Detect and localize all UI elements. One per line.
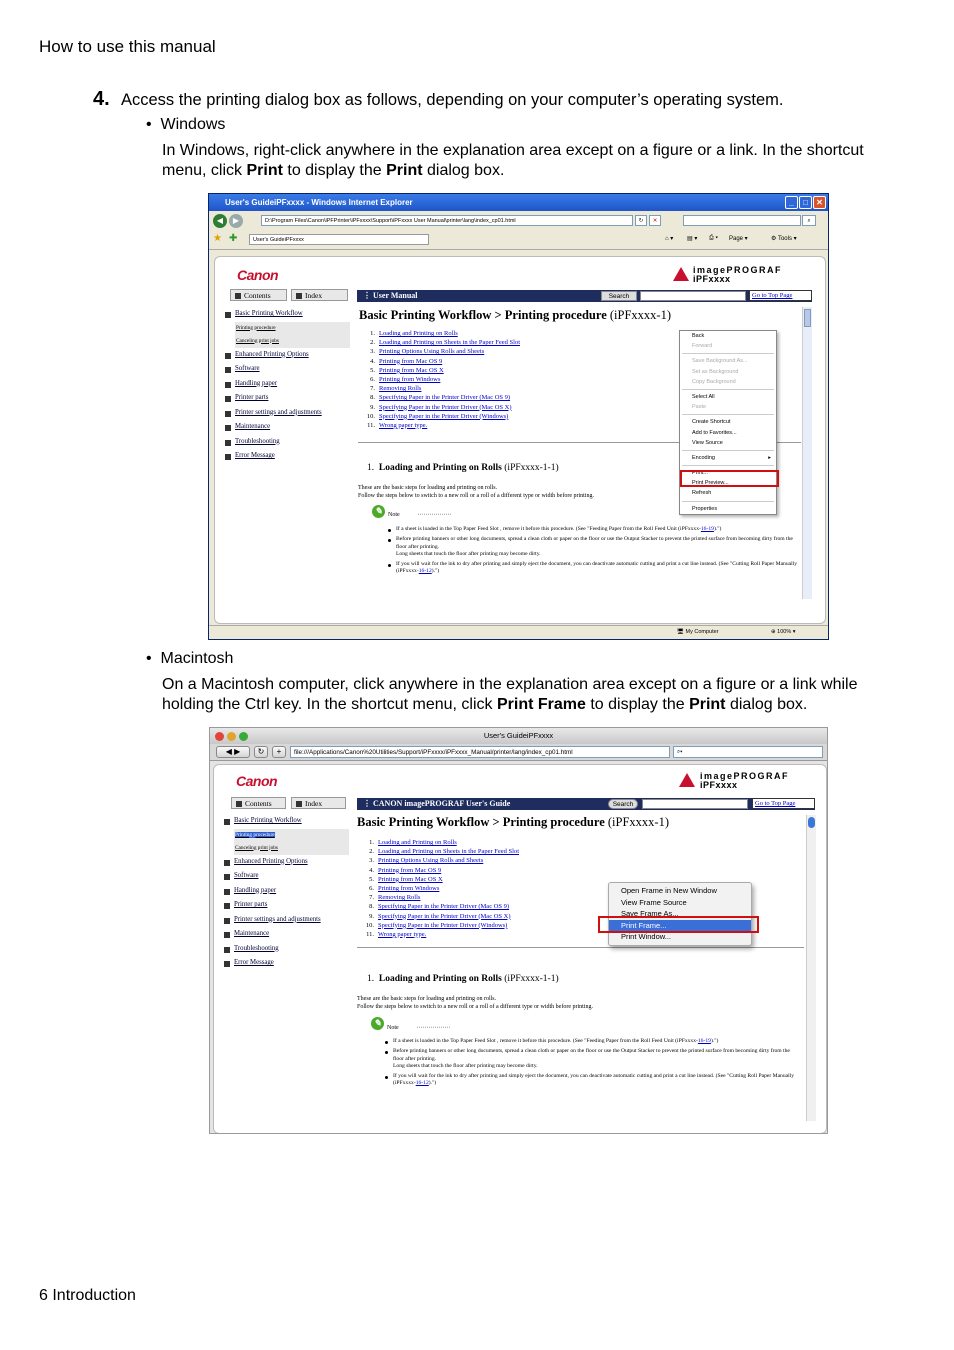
toc-number: 8. bbox=[370, 394, 375, 402]
sidebar-item-printer-parts[interactable]: Printer parts bbox=[224, 898, 349, 913]
menu-item-label: Paste bbox=[692, 404, 707, 411]
favorites-star-icon[interactable]: ★ bbox=[213, 233, 222, 244]
menu-separator bbox=[682, 450, 774, 451]
menu-item-label: Refresh bbox=[692, 490, 712, 497]
page-menu[interactable]: Page ▾ bbox=[729, 236, 748, 242]
manual-navbar: ⋮ CANON imagePROGRAF User's Guide bbox=[357, 798, 815, 810]
sidebar-item-handling-paper[interactable]: Handling paper bbox=[225, 377, 350, 392]
minimize-button[interactable]: _ bbox=[785, 196, 798, 209]
home-icon[interactable]: ⌂ ▾ bbox=[665, 236, 674, 242]
sidebar-item-troubleshooting[interactable]: Troubleshooting bbox=[224, 942, 349, 957]
context-menu-item[interactable]: Save Frame As... bbox=[621, 909, 679, 919]
tab-contents[interactable]: Contents bbox=[231, 797, 286, 809]
sidebar-item-basic-printing-workflow[interactable]: Basic Printing Workflow bbox=[224, 814, 349, 829]
windows-text-2: to display the bbox=[282, 162, 387, 179]
toc-link[interactable]: Printing from Windows bbox=[379, 375, 441, 383]
sidebar-item-error-message[interactable]: Error Message bbox=[224, 956, 349, 971]
menu-separator bbox=[682, 501, 774, 502]
toc-item bbox=[361, 403, 520, 412]
sidebar-item-maintenance[interactable]: Maintenance bbox=[224, 927, 349, 942]
brand-line-1: imagePROGRAF bbox=[700, 771, 790, 781]
forward-icon[interactable]: ▶ bbox=[229, 214, 243, 228]
note-label: Note ················· bbox=[388, 512, 452, 518]
toc-number: 5. bbox=[369, 875, 374, 883]
print-icon[interactable]: ⎙ ▾ bbox=[709, 235, 718, 241]
context-menu-item[interactable]: View Frame Source bbox=[621, 897, 687, 907]
imageprograf-logo-icon bbox=[673, 267, 689, 281]
sidebar bbox=[225, 307, 350, 464]
ie-tab-row bbox=[209, 231, 828, 250]
toc-number: 4. bbox=[369, 866, 374, 874]
section-number: 1. bbox=[367, 463, 375, 473]
context-menu-item[interactable] bbox=[680, 504, 776, 514]
tab-index[interactable]: Index bbox=[291, 797, 346, 809]
go-to-top-link[interactable]: Go to Top Page bbox=[752, 798, 815, 809]
manual-frame bbox=[213, 764, 827, 1134]
menu-item-label: Set as Background bbox=[692, 368, 739, 375]
toc-item bbox=[360, 866, 519, 875]
mac-heading: Macintosh bbox=[160, 650, 234, 667]
note-pencil-icon: ✎ bbox=[372, 505, 385, 518]
menu-item-label: Encoding bbox=[692, 454, 715, 461]
toc-item bbox=[361, 412, 520, 421]
menu-item-label: Print... bbox=[692, 470, 708, 477]
section-title: Loading and Printing on Rolls bbox=[378, 974, 502, 984]
page-footer: 6 Introduction bbox=[39, 1287, 136, 1304]
toc-link[interactable]: Printing from Mac OS 9 bbox=[379, 357, 443, 365]
brand-line-2: iPFxxxx bbox=[693, 274, 731, 284]
windows-heading: Windows bbox=[160, 116, 226, 133]
menu-separator bbox=[682, 389, 774, 390]
search-icon[interactable]: ⌕ bbox=[802, 215, 816, 226]
toc-link[interactable]: Printing from Mac OS X bbox=[379, 366, 444, 374]
imageprograf-logo-icon bbox=[679, 773, 695, 787]
toc-item bbox=[360, 856, 519, 865]
toc-number: 4. bbox=[370, 357, 375, 365]
mac-bullet: • Macintosh bbox=[146, 650, 234, 667]
toc-number: 7. bbox=[370, 385, 375, 393]
menu-separator bbox=[682, 414, 774, 415]
toc-number: 3. bbox=[369, 857, 374, 865]
note-item: If you will wait for the ink to dry after printing and simply eject the document, you can deactivate automatic cutting and print a cut line instead. (See "Cutting Roll Paper Manually (iPFxxxx-16-12).") bbox=[384, 1073, 796, 1088]
note-item: If you will wait for the ink to dry after printing and simply eject the document, you can deactivate automatic cutting and print a cut line instead. (See "Cutting Roll Paper Manually (iPFxxxx-16-12).") bbox=[387, 561, 799, 576]
intro-line-1: These are the basic steps for loading and printing on rolls. bbox=[357, 996, 497, 1002]
toc-number: 10. bbox=[366, 412, 375, 420]
search-input[interactable]: ⌕▾ bbox=[673, 746, 823, 758]
section-heading bbox=[367, 463, 559, 473]
sidebar-sub-canceling-print-jobs[interactable]: Canceling print jobs bbox=[234, 842, 349, 855]
toc-item bbox=[361, 393, 520, 402]
close-button[interactable] bbox=[215, 732, 224, 741]
stop-icon[interactable]: ✕ bbox=[649, 215, 661, 226]
mac-screenshot bbox=[209, 727, 828, 1134]
toc-item bbox=[360, 902, 519, 911]
manual-search-input[interactable] bbox=[640, 291, 746, 301]
toc-link[interactable]: Printing Options Using Rolls and Sheets bbox=[379, 348, 485, 356]
brand-line-1: imagePROGRAF bbox=[693, 265, 783, 275]
toc-link[interactable]: Specifying Paper in the Printer Driver (Mac OS 9) bbox=[379, 394, 511, 402]
menu-item-label: Select All bbox=[692, 393, 715, 400]
note-item: Before printing banners or other long documents, spread a clean cloth or paper on the floor or use the Output Stacker to prevent the printed surface from becoming dirty from the floor after printing. Long sheets that touch the floor after printing may become dirty. bbox=[387, 536, 799, 558]
context-menu-item bbox=[680, 356, 776, 366]
page-heading bbox=[359, 308, 671, 323]
back-forward-icon[interactable]: ◀ ▶ bbox=[216, 746, 250, 758]
toc-number: 10. bbox=[365, 921, 374, 929]
toc-number: 11. bbox=[367, 421, 375, 429]
note-item: If a sheet is loaded in the Top Paper Feed Slot , remove it before this procedure. (See "Feeding Paper from the Roll Feed Unit (iPFxxxx-16-19).") bbox=[387, 526, 799, 533]
scrollbar-thumb[interactable] bbox=[804, 309, 811, 327]
context-menu-item[interactable] bbox=[680, 428, 776, 438]
toc-item bbox=[361, 375, 520, 384]
windows-bold-1: Print bbox=[246, 162, 283, 179]
context-menu-item[interactable] bbox=[680, 331, 776, 341]
sidebar-sub-printing-procedure[interactable]: Printing procedure bbox=[235, 322, 350, 335]
context-menu-item[interactable]: Open Frame in New Window bbox=[621, 886, 717, 895]
windows-bold-2: Print bbox=[386, 162, 423, 179]
highlight-box bbox=[598, 916, 759, 933]
minimize-button[interactable] bbox=[227, 732, 236, 741]
toc-number: 1. bbox=[369, 839, 374, 846]
mac-title: User's GuideiPFxxxx bbox=[483, 731, 554, 740]
toc-number: 2. bbox=[369, 848, 374, 856]
windows-instructions bbox=[162, 141, 877, 181]
canon-logo: Canon bbox=[237, 267, 279, 283]
heading-model: (iPFxxxx-1) bbox=[609, 308, 672, 322]
section-model: (iPFxxxx-1-1) bbox=[504, 974, 559, 984]
intro-line-1: These are the basic steps for loading and printing on rolls. bbox=[358, 485, 498, 491]
toc-number: 9. bbox=[369, 912, 374, 920]
section-heading bbox=[367, 974, 559, 984]
back-icon[interactable]: ◀ bbox=[213, 214, 227, 228]
sidebar-item-maintenance[interactable]: Maintenance bbox=[225, 420, 350, 435]
note-link[interactable]: 16-19 bbox=[700, 526, 714, 532]
toc-item bbox=[361, 421, 520, 430]
heading-model: (iPFxxxx-1) bbox=[607, 815, 670, 829]
refresh-icon[interactable]: ↻ bbox=[635, 215, 647, 226]
windows-text-1: In Windows, right-click anywhere in the explanation area except on a figure or a link. In the shortcut menu, click bbox=[162, 142, 864, 179]
intro-line-2: Follow the steps below to switch to a new roll or a roll of a different type or width before printing. bbox=[358, 492, 595, 499]
section-model: (iPFxxxx-1-1) bbox=[504, 463, 559, 473]
step-text: Access the printing dialog box as follows, depending on your computer’s operating system. bbox=[121, 91, 784, 109]
context-menu bbox=[679, 330, 777, 515]
notes-list bbox=[384, 1038, 796, 1091]
tools-menu-label: Tools bbox=[777, 236, 792, 242]
zoom-level[interactable]: ⊕ 100% ▾ bbox=[771, 629, 796, 635]
intro-text bbox=[357, 996, 593, 1011]
note-link[interactable]: 16-12 bbox=[415, 1080, 429, 1087]
browser-tab[interactable]: User's GuideiPFxxxx bbox=[249, 234, 429, 245]
toc-link[interactable]: Removing Rolls bbox=[378, 894, 421, 902]
toc-link[interactable]: Wrong paper type. bbox=[378, 930, 427, 938]
context-menu-item bbox=[680, 367, 776, 377]
vertical-scrollbar[interactable] bbox=[806, 815, 816, 1121]
tab-contents[interactable]: Contents bbox=[230, 289, 287, 301]
reload-icon[interactable]: ↻ bbox=[254, 746, 268, 758]
mac-text-3: dialog box. bbox=[725, 696, 808, 713]
close-button[interactable]: ✕ bbox=[813, 196, 826, 209]
windows-text-3: dialog box. bbox=[422, 162, 505, 179]
context-menu-item[interactable] bbox=[680, 453, 776, 463]
sidebar-item-printer-settings[interactable]: Printer settings and adjustments bbox=[225, 406, 350, 421]
toc-item bbox=[361, 384, 520, 393]
navbar-title: User Manual bbox=[373, 291, 418, 300]
toc-link[interactable]: Loading and Printing on Rolls bbox=[379, 330, 458, 337]
sidebar bbox=[224, 814, 349, 971]
toc-number: 3. bbox=[370, 348, 375, 356]
navbar-title: CANON imagePROGRAF User's Guide bbox=[373, 799, 511, 808]
feeds-icon[interactable]: ▤ ▾ bbox=[687, 236, 698, 242]
context-menu-item[interactable] bbox=[680, 438, 776, 448]
context-menu-item[interactable]: Print Frame... bbox=[609, 920, 751, 932]
canon-logo: Canon bbox=[236, 773, 278, 789]
context-menu-item bbox=[680, 341, 776, 351]
section-title: Loading and Printing on Rolls bbox=[378, 463, 502, 473]
toc-item bbox=[360, 838, 519, 847]
sidebar-item-printer-settings[interactable]: Printer settings and adjustments bbox=[224, 913, 349, 928]
context-menu-item bbox=[680, 377, 776, 387]
address-input[interactable]: file:///Applications/Canon%20Utilities/Support/iPFxxxx/iPFxxxx_Manual/printer/lang/index_cp01.html bbox=[290, 746, 670, 758]
address-input[interactable]: D:\Program Files\Canon\iPFPrinter\iPFxxxx\Support\iPFxxxx User Manual\printer\lang\index_cp01.html bbox=[261, 215, 633, 226]
step-number: 4. bbox=[93, 88, 110, 110]
sidebar-item-software[interactable]: Software bbox=[225, 362, 350, 377]
sidebar-item-error-message[interactable]: Error Message bbox=[225, 449, 350, 464]
toc-link[interactable]: Specifying Paper in the Printer Driver (Mac OS X) bbox=[379, 403, 512, 411]
toc-number: 5. bbox=[370, 366, 375, 374]
page-menu-label: Page bbox=[729, 236, 744, 242]
toc-list bbox=[360, 838, 519, 939]
mac-instructions bbox=[162, 675, 877, 715]
note-pencil-icon: ✎ bbox=[371, 1017, 384, 1030]
toc-link[interactable]: Printing Options Using Rolls and Sheets bbox=[378, 857, 484, 865]
sidebar-item-enhanced-printing-options[interactable]: Enhanced Printing Options bbox=[224, 855, 349, 870]
mac-bold-2: Print bbox=[689, 696, 726, 713]
menu-item-label: Create Shortcut bbox=[692, 419, 731, 426]
note-link[interactable]: 16-12 bbox=[418, 568, 432, 575]
toc-link[interactable]: Loading and Printing on Sheets in the Paper Feed Slot bbox=[378, 848, 519, 856]
toc-link[interactable]: Printing from Mac OS X bbox=[378, 875, 443, 883]
windows-screenshot bbox=[208, 193, 829, 640]
menu-separator bbox=[682, 353, 774, 354]
context-menu-item[interactable] bbox=[680, 488, 776, 498]
toc-item bbox=[361, 329, 520, 338]
toc-link[interactable]: Printing from Windows bbox=[378, 884, 440, 892]
brand-name bbox=[700, 772, 789, 790]
menu-item-label: Save Background As... bbox=[692, 358, 748, 365]
toc-number: 6. bbox=[369, 884, 374, 892]
ie-titlebar bbox=[209, 194, 828, 211]
note-item: If a sheet is loaded in the Top Paper Feed Slot , remove it before this procedure. (See "Feeding Paper from the Roll Feed Unit (iPFxxxx-16-19).") bbox=[384, 1038, 796, 1045]
context-menu-item[interactable] bbox=[680, 417, 776, 427]
note-item: Before printing banners or other long documents, spread a clean cloth or paper on the floor or use the Output Stacker to prevent the printed surface from becoming dirty from the floor after printing. Long sheets that touch the floor after printing may become dirty. bbox=[384, 1048, 796, 1070]
page-heading bbox=[357, 815, 669, 830]
toc-item bbox=[361, 366, 520, 375]
sidebar-sub-printing-procedure[interactable]: Printing procedure bbox=[234, 829, 349, 842]
vertical-scrollbar[interactable] bbox=[802, 307, 812, 599]
manual-search-button[interactable]: Search bbox=[608, 799, 638, 809]
mac-text-2: to display the bbox=[585, 696, 690, 713]
sidebar-item-software[interactable]: Software bbox=[224, 869, 349, 884]
zoom-button[interactable] bbox=[239, 732, 248, 741]
menu-separator bbox=[682, 465, 774, 466]
add-favorite-icon[interactable]: ✚ bbox=[229, 233, 238, 244]
toc-item bbox=[360, 875, 519, 884]
running-header: How to use this manual bbox=[39, 37, 216, 56]
ie-title: User's GuideiPFxxxx - Windows Internet Explorer bbox=[225, 198, 413, 207]
menu-item-label: Back bbox=[692, 333, 705, 339]
toc-item bbox=[360, 912, 519, 921]
windows-bullet: • Windows bbox=[146, 116, 226, 133]
context-menu bbox=[608, 882, 752, 946]
menu-item-label: Forward bbox=[692, 343, 713, 350]
toc-number: 11. bbox=[366, 930, 374, 938]
heading-text: Basic Printing Workflow > Printing procedure bbox=[357, 815, 605, 829]
context-menu-item[interactable] bbox=[680, 392, 776, 402]
section-number: 1. bbox=[367, 974, 375, 984]
toc-item bbox=[361, 357, 520, 366]
menu-item-label: Add to Favorites... bbox=[692, 429, 737, 436]
mac-bold-1: Print Frame bbox=[496, 696, 586, 713]
toc-link[interactable]: Wrong paper type. bbox=[379, 421, 428, 429]
toc-link[interactable]: Specifying Paper in the Printer Driver (Mac OS X) bbox=[378, 912, 511, 920]
toc-link[interactable]: Printing from Mac OS 9 bbox=[378, 866, 442, 874]
mac-toolbar bbox=[210, 744, 827, 761]
note-link[interactable]: 16-19 bbox=[697, 1038, 711, 1044]
toc-item bbox=[360, 884, 519, 893]
manual-search-input[interactable] bbox=[642, 799, 748, 809]
sidebar-item-troubleshooting[interactable]: Troubleshooting bbox=[225, 435, 350, 450]
toc-item bbox=[360, 930, 519, 939]
divider bbox=[357, 947, 804, 948]
manual-search-button[interactable]: Search bbox=[601, 291, 637, 301]
sidebar-item-handling-paper[interactable]: Handling paper bbox=[224, 884, 349, 899]
toc-link[interactable]: Specifying Paper in the Printer Driver (Windows) bbox=[378, 921, 508, 929]
toc-item bbox=[361, 338, 520, 347]
brand-name bbox=[693, 266, 782, 284]
toc-number: 7. bbox=[369, 894, 374, 902]
add-bookmark-icon[interactable]: + bbox=[272, 746, 286, 758]
toc-number: 2. bbox=[370, 339, 375, 347]
brand-line-2: iPFxxxx bbox=[700, 780, 738, 790]
toc-number: 9. bbox=[370, 403, 375, 411]
intro-text bbox=[358, 485, 594, 500]
toc-item bbox=[360, 893, 519, 902]
menu-item-label: Properties bbox=[692, 505, 718, 512]
toc-link[interactable]: Removing Rolls bbox=[379, 385, 422, 393]
sidebar-item-basic-printing-workflow[interactable]: Basic Printing Workflow bbox=[225, 307, 350, 322]
sidebar-item-printer-parts[interactable]: Printer parts bbox=[225, 391, 350, 406]
context-menu-item bbox=[680, 402, 776, 412]
notes-list bbox=[387, 526, 799, 579]
scrollbar-knob[interactable] bbox=[808, 817, 815, 828]
mac-titlebar bbox=[210, 728, 827, 744]
ie-address-row bbox=[209, 212, 828, 230]
submenu-arrow-icon: ▸ bbox=[768, 454, 771, 461]
tools-menu[interactable]: ⚙ Tools ▾ bbox=[771, 236, 797, 242]
menu-item-label: View Source bbox=[692, 439, 723, 446]
sidebar-sub-canceling-print-jobs[interactable]: Canceling print jobs bbox=[235, 335, 350, 348]
search-input[interactable] bbox=[683, 215, 801, 226]
toc-list bbox=[361, 329, 520, 430]
toc-number: 1. bbox=[370, 330, 375, 337]
toc-link[interactable]: Loading and Printing on Rolls bbox=[378, 839, 457, 846]
highlight-box bbox=[680, 470, 779, 487]
context-menu-item[interactable]: Print Window... bbox=[621, 932, 672, 942]
status-zone: 🖥 My Computer bbox=[677, 629, 719, 635]
toc-item bbox=[360, 847, 519, 856]
toc-number: 6. bbox=[370, 375, 375, 383]
toc-link[interactable]: Loading and Printing on Sheets in the Paper Feed Slot bbox=[379, 339, 520, 347]
mac-text-1: On a Macintosh computer, click anywhere in the explanation area except on a figure or a link while holding the Ctrl key. In the shortcut menu, click bbox=[162, 676, 858, 713]
note-label: Note ················· bbox=[387, 1025, 451, 1031]
toc-number: 8. bbox=[369, 903, 374, 911]
heading-text: Basic Printing Workflow > Printing procedure bbox=[359, 308, 607, 322]
toc-item bbox=[360, 921, 519, 930]
tab-index[interactable]: Index bbox=[291, 289, 348, 301]
go-to-top-link[interactable]: Go to Top Page bbox=[749, 290, 812, 301]
sidebar-item-enhanced-printing-options[interactable]: Enhanced Printing Options bbox=[225, 348, 350, 363]
toc-link[interactable]: Specifying Paper in the Printer Driver (Mac OS 9) bbox=[378, 903, 510, 911]
status-bar bbox=[209, 625, 828, 639]
window-controls bbox=[785, 196, 826, 209]
maximize-button[interactable]: □ bbox=[799, 196, 812, 209]
toc-item bbox=[361, 347, 520, 356]
intro-line-2: Follow the steps below to switch to a new roll or a roll of a different type or width before printing. bbox=[357, 1003, 594, 1010]
menu-item-label: Copy Background bbox=[692, 378, 736, 385]
manual-navbar: ⋮ User Manual bbox=[357, 290, 812, 302]
toc-link[interactable]: Specifying Paper in the Printer Driver (Windows) bbox=[379, 412, 509, 420]
menu-item-label: Print Preview... bbox=[692, 480, 729, 487]
